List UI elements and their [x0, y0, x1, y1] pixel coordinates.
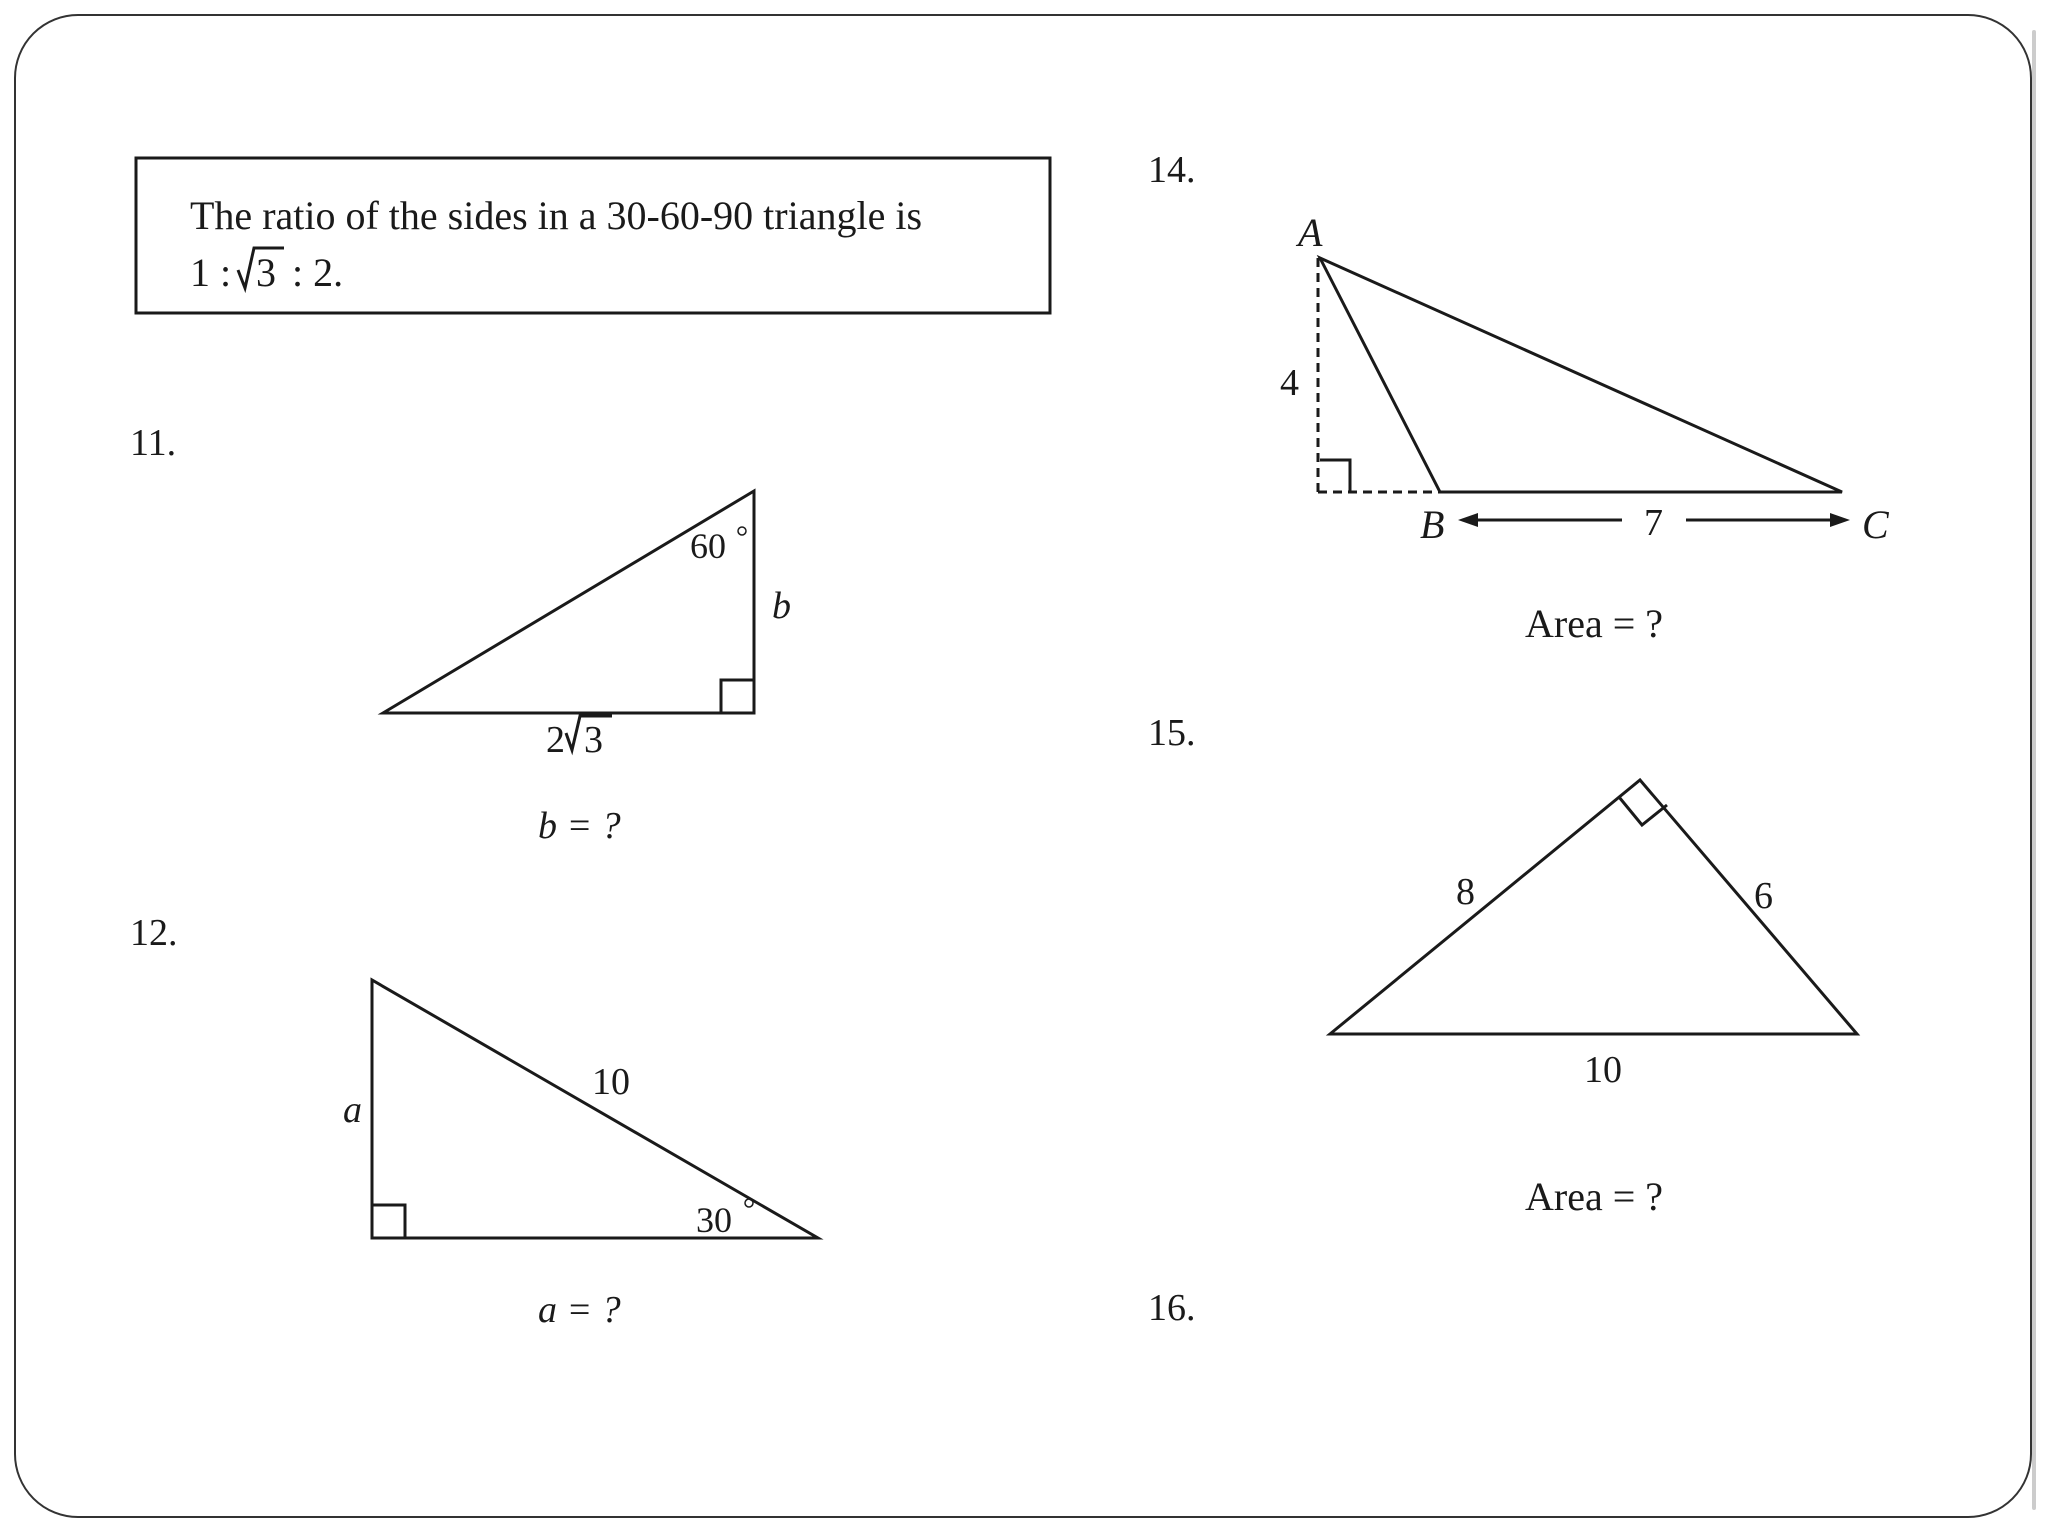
- theorem-ratio-end: : 2.: [292, 250, 344, 295]
- problem-14: [1148, 149, 1890, 646]
- right-angle-marker: [721, 680, 754, 713]
- triangle-14: [1320, 258, 1842, 492]
- question-a: a = ?: [538, 1289, 621, 1331]
- theorem-ratio-root: 3: [256, 250, 276, 295]
- hypotenuse-label: 10: [592, 1061, 630, 1103]
- angle-label-30: 30: [696, 1200, 732, 1240]
- problem-16: [1148, 1287, 1196, 1329]
- problem-number: 14.: [1148, 149, 1196, 191]
- triangle-11: [383, 491, 754, 713]
- problem-12: [130, 912, 818, 1331]
- base-coefficient: 2: [546, 719, 565, 761]
- side-label-a: a: [343, 1089, 362, 1131]
- theorem-text-line1: The ratio of the sides in a 30-60-90 triangle is: [190, 193, 923, 238]
- base-root: 3: [584, 719, 603, 761]
- right-angle-marker: [1320, 460, 1350, 492]
- question-area: Area = ?: [1525, 601, 1664, 646]
- vertex-label-a: A: [1298, 210, 1323, 255]
- arrow-right-icon: [1830, 513, 1850, 527]
- height-label: 4: [1280, 362, 1299, 404]
- triangle-15: [1330, 780, 1857, 1034]
- problem-15: [1148, 712, 1857, 1219]
- degree-symbol: [745, 1199, 753, 1207]
- question-b: b = ?: [538, 805, 621, 847]
- side-label-b: b: [772, 585, 791, 627]
- base-label: 7: [1644, 502, 1663, 544]
- arrow-left-icon: [1458, 513, 1478, 527]
- vertex-label-b: B: [1420, 502, 1445, 547]
- base-label: 10: [1584, 1049, 1622, 1091]
- theorem-box: [136, 158, 1050, 313]
- problem-number: 11.: [130, 422, 177, 464]
- side-label-8: 8: [1456, 871, 1475, 913]
- right-angle-marker: [372, 1205, 405, 1238]
- angle-label-60: 60: [690, 526, 726, 566]
- problem-number: 15.: [1148, 712, 1196, 754]
- vertex-label-c: C: [1862, 502, 1889, 547]
- problem-number: 16.: [1148, 1287, 1196, 1329]
- degree-symbol: [738, 527, 746, 535]
- theorem-ratio-start: 1 :: [190, 250, 232, 295]
- problem-number: 12.: [130, 912, 178, 954]
- question-area: Area = ?: [1525, 1174, 1664, 1219]
- problem-11: [130, 422, 791, 847]
- side-label-6: 6: [1754, 875, 1773, 917]
